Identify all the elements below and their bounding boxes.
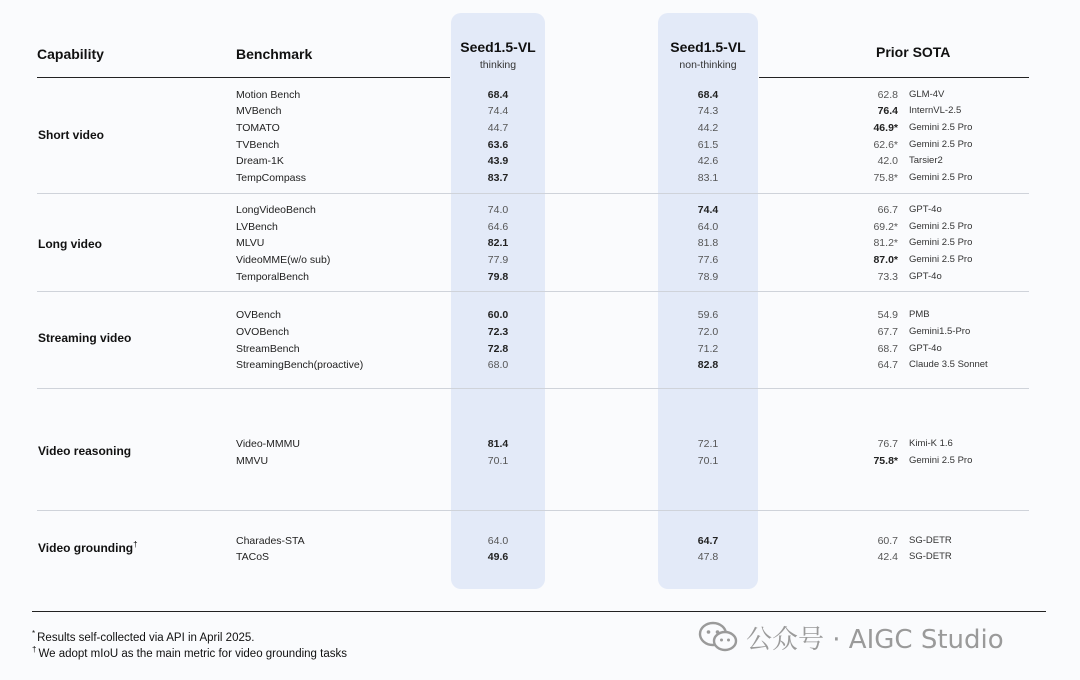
- table-row: [0, 89, 1080, 105]
- table-row: [0, 221, 1080, 237]
- sota-model-name: GPT-4o: [909, 204, 942, 215]
- header-rule: [759, 77, 1029, 78]
- sota-model-name: Gemini 2.5 Pro: [909, 139, 973, 150]
- benchmark-name: StreamingBench(proactive): [236, 359, 364, 371]
- non-thinking-score: 42.6: [697, 155, 719, 167]
- sota-model-name: GLM-4V: [909, 89, 945, 100]
- non-thinking-score: 83.1: [697, 172, 719, 184]
- table-row: [0, 237, 1080, 253]
- sota-score: 66.7: [877, 204, 898, 216]
- non-thinking-score: 78.9: [697, 271, 719, 283]
- section-divider: [37, 291, 1029, 292]
- thinking-score: 82.1: [487, 237, 509, 249]
- thinking-score: 44.7: [487, 122, 509, 134]
- table-row: [0, 535, 1080, 551]
- sota-score: 81.2*: [873, 237, 898, 249]
- section-divider: [37, 388, 1029, 389]
- table-row: [0, 271, 1080, 287]
- non-thinking-score: 64.0: [697, 221, 719, 233]
- table-row: [0, 438, 1080, 454]
- benchmark-name: TVBench: [236, 139, 280, 151]
- benchmark-name: MVBench: [236, 105, 282, 117]
- sota-model-name: Gemini 2.5 Pro: [909, 221, 973, 232]
- sota-score: 64.7: [877, 359, 898, 371]
- sota-model-name: Gemini 2.5 Pro: [909, 455, 973, 466]
- non-thinking-score: 68.4: [697, 89, 719, 101]
- thinking-score: 79.8: [487, 271, 509, 283]
- capability-text: Long video: [38, 237, 102, 251]
- table-row: [0, 309, 1080, 325]
- sota-score: 62.6*: [873, 139, 898, 151]
- table-row: [0, 172, 1080, 188]
- non-thinking-score: 59.6: [697, 309, 719, 321]
- benchmark-name: Charades-STA: [236, 535, 305, 547]
- header-seed-thinking: [451, 39, 545, 71]
- thinking-score: 68.0: [487, 359, 509, 371]
- section-divider: [37, 510, 1029, 511]
- capability-text: Video reasoning: [38, 444, 132, 458]
- benchmark-name: TempCompass: [236, 172, 307, 184]
- sota-model-name: Kimi-K 1.6: [909, 438, 953, 449]
- footnote-mark: †: [32, 645, 37, 654]
- benchmark-name: Motion Bench: [236, 89, 301, 101]
- sota-model-name: SG-DETR: [909, 551, 952, 562]
- benchmark-name: Dream-1K: [236, 155, 284, 167]
- header-capability: Capability: [37, 46, 104, 62]
- sota-score: 62.8: [877, 89, 898, 101]
- benchmark-name: MMVU: [236, 455, 269, 467]
- sota-model-name: Gemini 2.5 Pro: [909, 172, 973, 183]
- benchmark-name: StreamBench: [236, 343, 300, 355]
- dagger-mark: †: [133, 540, 138, 549]
- non-thinking-score: 70.1: [697, 455, 719, 467]
- bottom-rule: [32, 611, 1046, 612]
- thinking-score: 81.4: [487, 438, 509, 450]
- thinking-score: 72.8: [487, 343, 509, 355]
- thinking-score: 60.0: [487, 309, 509, 321]
- sota-model-name: Gemini 2.5 Pro: [909, 237, 973, 248]
- thinking-score: 63.6: [487, 139, 509, 151]
- header-model-name: Seed1.5-VL: [670, 39, 746, 55]
- thinking-score: 83.7: [487, 172, 509, 184]
- sota-score: 42.0: [877, 155, 898, 167]
- footnote-text: We adopt mIoU as the main metric for video grounding tasks: [38, 647, 347, 660]
- sota-score: 75.8*: [873, 172, 898, 184]
- non-thinking-score: 74.3: [697, 105, 719, 117]
- benchmark-name: VideoMME(w/o sub): [236, 254, 331, 266]
- thinking-score: 43.9: [487, 155, 509, 167]
- table-row: [0, 122, 1080, 138]
- sota-model-name: Gemini 2.5 Pro: [909, 122, 973, 133]
- table-row: [0, 455, 1080, 471]
- thinking-score: 49.6: [487, 551, 509, 563]
- sota-score: 69.2*: [873, 221, 898, 233]
- benchmark-name: OVOBench: [236, 326, 290, 338]
- sota-model-name: GPT-4o: [909, 343, 942, 354]
- header-seed-non-thinking: [658, 39, 758, 71]
- thinking-score: 74.4: [487, 105, 509, 117]
- header-prior-sota: Prior SOTA: [876, 44, 951, 60]
- thinking-score: 70.1: [487, 455, 509, 467]
- non-thinking-score: 82.8: [697, 359, 719, 371]
- sota-score: 75.8*: [873, 455, 898, 467]
- non-thinking-score: 74.4: [697, 204, 719, 216]
- non-thinking-score: 61.5: [697, 139, 719, 151]
- benchmark-name: TACoS: [236, 551, 270, 563]
- sota-score: 76.4: [877, 105, 898, 117]
- sota-model-name: SG-DETR: [909, 535, 952, 546]
- sota-model-name: GPT-4o: [909, 271, 942, 282]
- table-row: [0, 139, 1080, 155]
- capability-text: Short video: [38, 128, 105, 142]
- thinking-score: 68.4: [487, 89, 509, 101]
- watermark-text: 公众号 · AIGC Studio: [746, 624, 1004, 655]
- non-thinking-score: 81.8: [697, 237, 719, 249]
- sota-model-name: Claude 3.5 Sonnet: [909, 359, 988, 370]
- sota-model-name: InternVL-2.5: [909, 105, 962, 116]
- benchmark-name: MLVU: [236, 237, 265, 249]
- thinking-score: 64.6: [487, 221, 509, 233]
- capability-text: Streaming video: [38, 331, 132, 345]
- benchmark-name: TemporalBench: [236, 271, 309, 283]
- sota-score: 46.9*: [873, 122, 898, 134]
- sota-score: 42.4: [877, 551, 898, 563]
- table-row: [0, 155, 1080, 171]
- thinking-score: 74.0: [487, 204, 509, 216]
- footnote-text: Results self-collected via API in April 2025.: [37, 631, 255, 644]
- table-row: [0, 359, 1080, 375]
- table-row: [0, 105, 1080, 121]
- sota-score: 76.7: [877, 438, 898, 450]
- header-benchmark: Benchmark: [236, 46, 313, 62]
- benchmark-name: Video-MMMU: [236, 438, 300, 450]
- table-row: [0, 343, 1080, 359]
- sota-model-name: Gemini1.5-Pro: [909, 326, 971, 337]
- sota-score: 60.7: [877, 535, 898, 547]
- sota-model-name: PMB: [909, 309, 930, 320]
- sota-model-name: Tarsier2: [909, 155, 943, 166]
- benchmark-name: LVBench: [236, 221, 278, 233]
- non-thinking-score: 71.2: [697, 343, 719, 355]
- sota-model-name: Gemini 2.5 Pro: [909, 254, 973, 265]
- section-divider: [37, 193, 1029, 194]
- sota-score: 87.0*: [873, 254, 898, 266]
- footnote-mark: *: [32, 629, 36, 638]
- sota-score: 68.7: [877, 343, 898, 355]
- table-row: [0, 551, 1080, 567]
- non-thinking-score: 77.6: [697, 254, 719, 266]
- table-row: [0, 204, 1080, 220]
- non-thinking-score: 44.2: [697, 122, 719, 134]
- benchmark-name: TOMATO: [236, 122, 280, 134]
- sota-score: 67.7: [877, 326, 898, 338]
- footnote-dagger: [32, 645, 347, 660]
- wechat-icon: [698, 621, 738, 653]
- benchmark-name: LongVideoBench: [236, 204, 316, 216]
- capability-text: Video grounding: [38, 541, 134, 555]
- sota-score: 73.3: [877, 271, 898, 283]
- table-row: [0, 326, 1080, 342]
- non-thinking-score: 64.7: [697, 535, 719, 547]
- thinking-score: 72.3: [487, 326, 509, 338]
- watermark: [698, 618, 1004, 656]
- non-thinking-score: 72.1: [697, 438, 719, 450]
- header-model-name: Seed1.5-VL: [460, 39, 536, 55]
- footnote-asterisk: [32, 629, 254, 644]
- header-thinking-label: thinking: [479, 59, 517, 71]
- thinking-score: 64.0: [487, 535, 509, 547]
- table-row: [0, 254, 1080, 270]
- header-non-thinking-label: non-thinking: [679, 59, 737, 71]
- non-thinking-score: 47.8: [697, 551, 719, 563]
- non-thinking-score: 72.0: [697, 326, 719, 338]
- header-rule: [37, 77, 450, 78]
- sota-score: 54.9: [877, 309, 898, 321]
- thinking-score: 77.9: [487, 254, 509, 266]
- benchmark-name: OVBench: [236, 309, 281, 321]
